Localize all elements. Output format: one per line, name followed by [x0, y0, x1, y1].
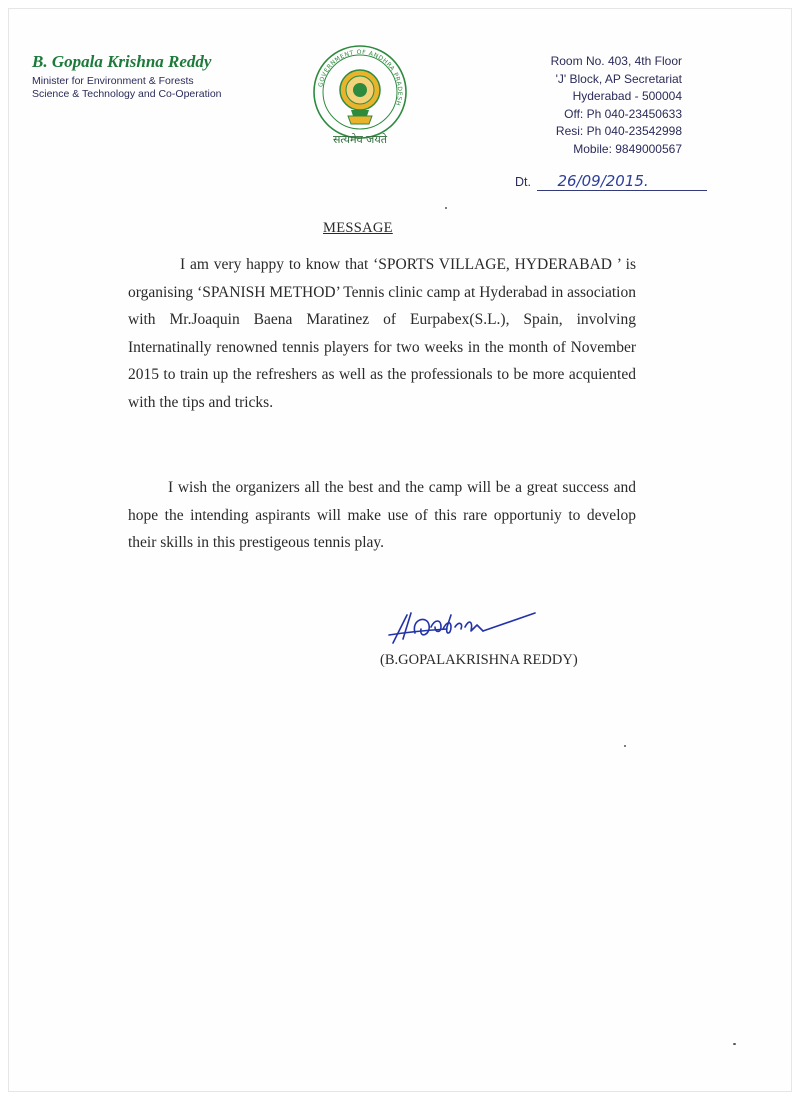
- office-phone: Off: Ph 040-23450633: [564, 106, 682, 121]
- date-value: 26/09/2015.: [537, 172, 707, 191]
- sender-block: [32, 52, 222, 101]
- message-paragraph-2: I wish the organizers all the best and the camp will be a great success and hope the intending aspirants will make use of this rare opportuniy to develop their skills in this prestigeous tennis play.: [128, 479, 636, 551]
- address-line: Room No. 403, 4th Floor: [550, 54, 682, 68]
- message-paragraph-1: I am very happy to know that ‘SPORTS VILLAGE, HYDERABAD ’ is organising ‘SPANISH METHOD’ Tennis clinic camp at Hyderabad in association with Mr.Joaquin Baena Maratinez of Eurpabex(S.L.), Spain, involving Internatinally renowned tennis players for two weeks in the month of November 2015 to train up the refreshers as well as the professionals to be more acquiented with the tips and tricks.: [128, 256, 636, 411]
- scan-speck: [624, 745, 626, 747]
- date-row: [515, 172, 707, 191]
- sender-title-line: Minister for Environment & Forests: [32, 75, 194, 87]
- date-label: Dt.: [515, 175, 531, 189]
- mobile-phone: Mobile: 9849000567: [573, 141, 682, 156]
- message-heading: MESSAGE: [323, 220, 393, 236]
- address-block: [551, 53, 682, 158]
- scan-speck: [733, 1043, 736, 1045]
- emblem-motto: सत्यमेव जयते: [332, 133, 387, 146]
- sender-name: B. Gopala Krishna Reddy: [32, 52, 212, 71]
- andhra-pradesh-emblem-icon: [305, 42, 415, 152]
- residence-phone: Resi: Ph 040-23542998: [555, 124, 682, 138]
- sender-title-line: Science & Technology and Co-Operation: [32, 88, 222, 100]
- scan-speck: [445, 207, 447, 209]
- address-line: 'J' Block, AP Secretariat: [555, 71, 682, 86]
- emblem-ring-text: GOVERNMENT OF ANDHRA PRADESH: [317, 48, 404, 107]
- address-line: Hyderabad - 500004: [572, 89, 682, 103]
- handwritten-signature-icon: [385, 605, 555, 657]
- signatory-name: (B.GOPALAKRISHNA REDDY): [380, 652, 578, 668]
